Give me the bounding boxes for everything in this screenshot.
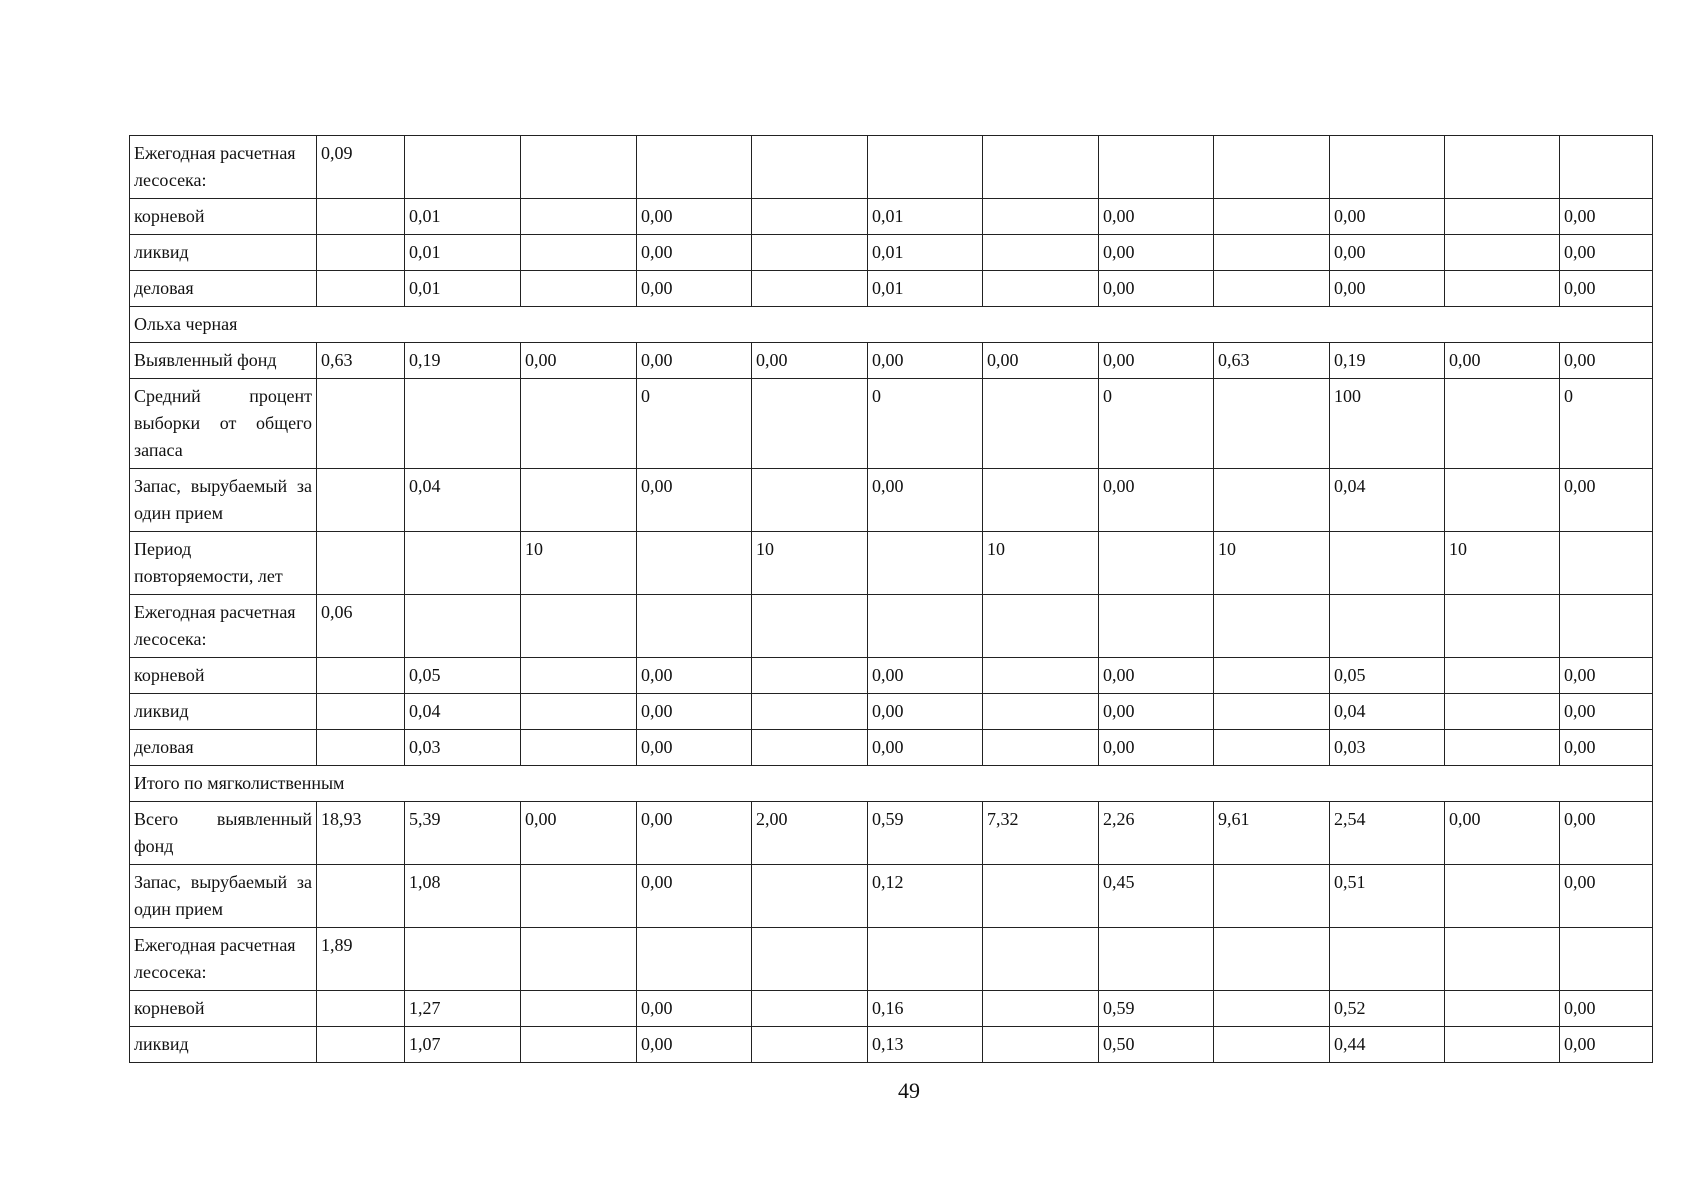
table-cell — [521, 469, 637, 532]
table-cell — [1214, 136, 1330, 199]
table-cell — [317, 991, 405, 1027]
table-row — [130, 928, 1653, 991]
table-cell — [752, 865, 868, 928]
table-cell: 0,00 — [1560, 658, 1653, 694]
table-cell: 0 — [1560, 379, 1653, 469]
row-label: Всего выявленный фонд — [130, 802, 317, 865]
section-row — [130, 766, 1653, 802]
table-cell: 0,00 — [1099, 730, 1214, 766]
table-cell — [983, 199, 1099, 235]
table-cell — [1445, 991, 1560, 1027]
table-cell — [637, 595, 752, 658]
table-cell — [1445, 730, 1560, 766]
table-cell: 0,04 — [1330, 694, 1445, 730]
table-cell — [983, 730, 1099, 766]
table-cell — [1214, 379, 1330, 469]
table-row — [130, 694, 1653, 730]
table-cell — [1214, 694, 1330, 730]
table-cell — [1560, 928, 1653, 991]
table-row — [130, 658, 1653, 694]
table-cell — [1445, 694, 1560, 730]
table-cell — [637, 928, 752, 991]
table-cell: 0,00 — [637, 802, 752, 865]
table-cell — [405, 136, 521, 199]
table-cell — [1330, 928, 1445, 991]
row-label: Период повторяемости, лет — [130, 532, 317, 595]
table-cell: 1,08 — [405, 865, 521, 928]
table-cell — [1214, 928, 1330, 991]
table-cell: 0,00 — [1560, 730, 1653, 766]
table-cell — [752, 595, 868, 658]
table-cell — [983, 991, 1099, 1027]
table-cell — [1445, 469, 1560, 532]
table-cell: 0,00 — [1099, 343, 1214, 379]
table-cell — [1445, 1027, 1560, 1063]
table-cell: 0,01 — [405, 271, 521, 307]
table-cell: 18,93 — [317, 802, 405, 865]
row-label: ликвид — [130, 235, 317, 271]
table-cell — [317, 658, 405, 694]
table-cell: 0,63 — [317, 343, 405, 379]
row-label: Ежегодная расчетная лесосека: — [130, 136, 317, 199]
table-cell: 0,01 — [405, 199, 521, 235]
table-cell — [1214, 658, 1330, 694]
table-cell — [983, 235, 1099, 271]
table-cell: 0,12 — [868, 865, 983, 928]
table-cell: 0,00 — [1330, 235, 1445, 271]
table-cell — [1445, 928, 1560, 991]
table-cell — [521, 235, 637, 271]
table-cell — [637, 136, 752, 199]
table-row — [130, 271, 1653, 307]
page-number: 49 — [898, 1078, 920, 1103]
table-cell: 0,01 — [868, 235, 983, 271]
table-cell: 0,05 — [405, 658, 521, 694]
table-cell — [1214, 469, 1330, 532]
table-cell: 0,00 — [637, 730, 752, 766]
table-cell — [1560, 532, 1653, 595]
table-cell: 0,00 — [1560, 469, 1653, 532]
table-cell — [1445, 658, 1560, 694]
table-cell: 0,00 — [983, 343, 1099, 379]
table-cell: 0,63 — [1214, 343, 1330, 379]
table-row — [130, 379, 1653, 469]
table-cell — [405, 532, 521, 595]
table-cell: 0,00 — [637, 991, 752, 1027]
table-cell — [317, 199, 405, 235]
table-cell — [868, 532, 983, 595]
table-cell: 0,00 — [521, 802, 637, 865]
table-cell — [752, 730, 868, 766]
table-cell — [317, 730, 405, 766]
table-cell — [983, 658, 1099, 694]
table-cell: 0,19 — [1330, 343, 1445, 379]
table-cell — [521, 730, 637, 766]
table-cell: 10 — [1214, 532, 1330, 595]
table-cell: 0,00 — [868, 730, 983, 766]
table-cell — [521, 991, 637, 1027]
table-cell: 0,03 — [1330, 730, 1445, 766]
table-row — [130, 802, 1653, 865]
table-cell — [1445, 865, 1560, 928]
table-cell: 2,54 — [1330, 802, 1445, 865]
table-cell — [983, 271, 1099, 307]
row-label: ликвид — [130, 1027, 317, 1063]
table-cell — [317, 379, 405, 469]
table-cell: 0,59 — [868, 802, 983, 865]
table-cell: 10 — [752, 532, 868, 595]
section-title: Итого по мягколиственным — [130, 766, 1653, 802]
table-cell: 0,00 — [1560, 991, 1653, 1027]
table-cell — [317, 235, 405, 271]
table-row — [130, 235, 1653, 271]
table-cell — [1560, 595, 1653, 658]
table-cell: 9,61 — [1214, 802, 1330, 865]
table-cell: 0,00 — [1560, 1027, 1653, 1063]
table-cell — [752, 199, 868, 235]
table-cell: 0,16 — [868, 991, 983, 1027]
table-cell: 0,00 — [1330, 271, 1445, 307]
table-row — [130, 865, 1653, 928]
table-cell: 0 — [1099, 379, 1214, 469]
table-cell: 0,00 — [637, 694, 752, 730]
table-row — [130, 595, 1653, 658]
row-label: Ежегодная расчетная лесосека: — [130, 595, 317, 658]
table-cell — [521, 595, 637, 658]
table-row — [130, 343, 1653, 379]
table-cell: 0,00 — [1560, 802, 1653, 865]
table-cell — [752, 991, 868, 1027]
table-cell: 0,05 — [1330, 658, 1445, 694]
table-cell — [983, 865, 1099, 928]
table-cell — [868, 136, 983, 199]
table-cell: 2,00 — [752, 802, 868, 865]
table-cell: 0,52 — [1330, 991, 1445, 1027]
table-cell — [752, 928, 868, 991]
table-cell — [752, 136, 868, 199]
table-cell: 0,00 — [637, 1027, 752, 1063]
table-cell — [521, 1027, 637, 1063]
table-cell: 0,06 — [317, 595, 405, 658]
table-cell — [752, 1027, 868, 1063]
table-cell: 1,07 — [405, 1027, 521, 1063]
table-cell — [752, 469, 868, 532]
table-cell — [1560, 136, 1653, 199]
table-cell: 0,04 — [405, 469, 521, 532]
table-cell: 0,00 — [637, 865, 752, 928]
table-cell: 10 — [521, 532, 637, 595]
table-cell: 2,26 — [1099, 802, 1214, 865]
table-cell: 0,00 — [1099, 469, 1214, 532]
table-cell — [1214, 199, 1330, 235]
table-cell: 0,00 — [521, 343, 637, 379]
table-cell: 10 — [983, 532, 1099, 595]
table-cell — [983, 694, 1099, 730]
table-cell: 100 — [1330, 379, 1445, 469]
table-cell: 10 — [1445, 532, 1560, 595]
table-cell: 0,00 — [1560, 271, 1653, 307]
table-row — [130, 532, 1653, 595]
row-label: корневой — [130, 199, 317, 235]
table-cell: 0,45 — [1099, 865, 1214, 928]
table-cell — [1445, 271, 1560, 307]
table-cell: 0,01 — [405, 235, 521, 271]
table-cell: 0,13 — [868, 1027, 983, 1063]
table-cell — [1099, 532, 1214, 595]
table-cell: 0,04 — [405, 694, 521, 730]
table-cell: 0,00 — [868, 343, 983, 379]
table-cell: 0,51 — [1330, 865, 1445, 928]
table-cell: 0,00 — [637, 658, 752, 694]
table-cell — [317, 865, 405, 928]
table-cell — [521, 199, 637, 235]
table-cell — [752, 235, 868, 271]
table-cell — [983, 928, 1099, 991]
table-cell — [1445, 595, 1560, 658]
table-cell — [521, 271, 637, 307]
table-cell — [317, 532, 405, 595]
table-cell: 0,03 — [405, 730, 521, 766]
table-cell — [752, 658, 868, 694]
table-cell — [521, 379, 637, 469]
table-cell — [317, 271, 405, 307]
table-cell — [317, 469, 405, 532]
table-cell — [752, 694, 868, 730]
table-row — [130, 991, 1653, 1027]
row-label: деловая — [130, 730, 317, 766]
table-cell: 0,01 — [868, 271, 983, 307]
table-cell: 0,00 — [1560, 199, 1653, 235]
table-cell — [521, 658, 637, 694]
table-cell — [1099, 136, 1214, 199]
table-cell — [1330, 532, 1445, 595]
section-row — [130, 307, 1653, 343]
table-row — [130, 469, 1653, 532]
table-cell — [521, 136, 637, 199]
table-cell: 0,00 — [868, 694, 983, 730]
table-cell — [317, 694, 405, 730]
table-cell: 0,00 — [752, 343, 868, 379]
row-label: Запас, вырубаемый за один прием — [130, 469, 317, 532]
table-cell: 0,00 — [1445, 802, 1560, 865]
table-cell: 0,00 — [1330, 199, 1445, 235]
table-cell: 0,19 — [405, 343, 521, 379]
table-cell — [1214, 991, 1330, 1027]
table-cell — [521, 865, 637, 928]
table-cell — [1099, 595, 1214, 658]
table-cell — [1445, 199, 1560, 235]
table-cell — [983, 379, 1099, 469]
table-cell — [752, 271, 868, 307]
table-cell — [752, 379, 868, 469]
table-cell — [1214, 271, 1330, 307]
row-label: ликвид — [130, 694, 317, 730]
table-cell — [1330, 595, 1445, 658]
row-label: Выявленный фонд — [130, 343, 317, 379]
table-cell — [405, 379, 521, 469]
table-cell: 1,27 — [405, 991, 521, 1027]
table-cell: 0,00 — [1560, 694, 1653, 730]
table-cell — [1214, 865, 1330, 928]
table-cell — [317, 1027, 405, 1063]
table-cell: 0,00 — [637, 199, 752, 235]
table-cell: 0,00 — [1099, 199, 1214, 235]
table-cell: 0,00 — [1560, 343, 1653, 379]
table-cell: 0 — [868, 379, 983, 469]
table-cell: 5,39 — [405, 802, 521, 865]
forest-volume-table — [129, 135, 1653, 1063]
table-cell: 0,04 — [1330, 469, 1445, 532]
table-cell — [1214, 730, 1330, 766]
table-cell — [1099, 928, 1214, 991]
table-cell: 0,00 — [637, 343, 752, 379]
section-title: Ольха черная — [130, 307, 1653, 343]
table-cell — [983, 1027, 1099, 1063]
row-label: Средний процент выборки от общего запаса — [130, 379, 317, 469]
table-cell: 0,00 — [1099, 235, 1214, 271]
table-cell: 0,59 — [1099, 991, 1214, 1027]
table-cell: 0,00 — [1099, 658, 1214, 694]
table-cell — [1445, 235, 1560, 271]
table-cell — [983, 595, 1099, 658]
table-cell: 0,00 — [1099, 271, 1214, 307]
table-cell: 0,44 — [1330, 1027, 1445, 1063]
table-cell: 0,00 — [1560, 235, 1653, 271]
table-row — [130, 1027, 1653, 1063]
table-cell — [405, 595, 521, 658]
table-cell: 0,00 — [868, 658, 983, 694]
table-cell: 0,00 — [637, 235, 752, 271]
table-cell — [1214, 1027, 1330, 1063]
table-cell — [1445, 136, 1560, 199]
table-row — [130, 730, 1653, 766]
table-cell: 7,32 — [983, 802, 1099, 865]
table-cell — [983, 469, 1099, 532]
table-cell: 0,50 — [1099, 1027, 1214, 1063]
table-cell — [1214, 595, 1330, 658]
table-cell: 0,01 — [868, 199, 983, 235]
table-cell — [1445, 379, 1560, 469]
table-cell: 0,09 — [317, 136, 405, 199]
table-cell — [521, 694, 637, 730]
table-body — [130, 136, 1653, 1063]
table-cell — [1330, 136, 1445, 199]
row-label: Запас, вырубаемый за один прием — [130, 865, 317, 928]
table-cell — [1214, 235, 1330, 271]
table-cell — [521, 928, 637, 991]
table-cell: 0 — [637, 379, 752, 469]
row-label: Ежегодная расчетная лесосека: — [130, 928, 317, 991]
table-cell — [983, 136, 1099, 199]
table-cell — [868, 928, 983, 991]
table-cell: 0,00 — [1560, 865, 1653, 928]
table-cell: 0,00 — [1099, 694, 1214, 730]
table-cell: 0,00 — [1445, 343, 1560, 379]
table-row — [130, 199, 1653, 235]
table-cell: 1,89 — [317, 928, 405, 991]
row-label: корневой — [130, 658, 317, 694]
table-cell: 0,00 — [868, 469, 983, 532]
table-cell — [405, 928, 521, 991]
table-cell — [637, 532, 752, 595]
row-label: деловая — [130, 271, 317, 307]
table-row — [130, 136, 1653, 199]
table-cell: 0,00 — [637, 271, 752, 307]
table-cell — [868, 595, 983, 658]
table-cell: 0,00 — [637, 469, 752, 532]
row-label: корневой — [130, 991, 317, 1027]
